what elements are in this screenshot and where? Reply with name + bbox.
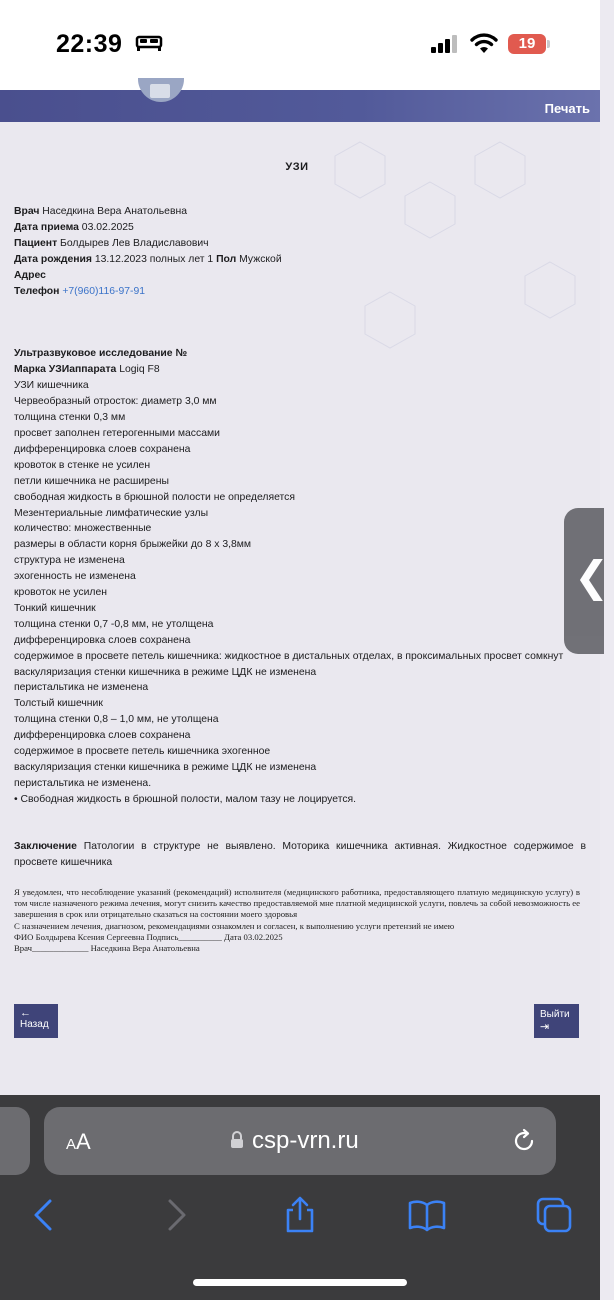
exam-line: Червеобразный отросток: диаметр 3,0 мм [14,396,217,408]
exam-line: УЗИ кишечника [14,380,89,392]
phone-row [14,284,586,300]
patient-row [14,236,586,252]
exam-line: дифференцировка слоев сохранена [14,634,191,646]
back-icon[interactable] [24,1195,64,1235]
address-label: Адрес [14,269,46,281]
doctor-row [14,204,586,220]
exam-line: структура не изменена [14,555,125,567]
exit-button[interactable] [534,1004,579,1038]
device-value: Logiq F8 [116,364,160,376]
back-button[interactable] [14,1004,58,1038]
exam-line: свободная жидкость в брюшной полости не определяется [14,491,295,503]
consent-paragraph: Я уведомлен, что несоблюдение указаний (рекомендаций) исполнителя (медицинского работника, предоставляющего платную медицинскую услугу) в том числе назначеного режима лечения, могут снизить качество предоставляемой мне платной медицинской услуги, повлечь за собой невозможность ее завершения в срок или отрицательно сказаться на состоянии моего здоровья [14,887,580,920]
status-bar [0,0,600,90]
page-settings-button[interactable]: AA [66,1129,91,1154]
exam-number-label: Ультразвуковое исследование № [14,348,188,360]
exam-line: толщина стенки 0,3 мм [14,412,126,424]
phone-link[interactable]: +7(960)116-97-91 [62,285,146,297]
device-row [14,362,586,378]
conclusion-label: Заключение [14,840,77,852]
browser-nav-row [0,1195,600,1239]
exam-line: толщина стенки 0,8 – 1,0 мм, не утолщена [14,714,219,726]
exam-line: перистальтика не изменена [14,682,149,694]
exam-line: петли кишечника не расширены [14,475,169,487]
url-text[interactable]: csp-vrn.ru [252,1127,359,1154]
exam-line: толщина стенки 0,7 -0,8 мм, не утолщена [14,618,214,630]
bed-icon [136,34,162,52]
exam-line: перистальтика не изменена. [14,777,152,789]
previous-tab-peek[interactable] [0,1107,30,1175]
exam-line: васкуляризация стенки кишечника в режиме ЦДК не изменена [14,666,317,678]
document-title: УЗИ [285,161,309,173]
consent-doctor: Врач_____________ Наседкина Вера Анатольевна [14,943,200,954]
address-bar[interactable] [44,1107,556,1175]
exam-number-row [14,346,586,362]
tabs-icon[interactable] [534,1195,574,1235]
birth-label: Дата рождения [14,253,92,265]
wifi-icon [470,31,498,55]
document-page [0,122,600,1095]
doctor-value: Наседкина Вера Анатольевна [39,206,187,217]
browser-toolbar [0,1095,600,1300]
site-logo-inner [150,84,170,98]
signal-icon [430,34,460,54]
exam-line: дифференцировка слоев сохранена [14,730,191,742]
phone-label: Телефон [14,285,60,297]
exam-line: васкуляризация стенки кишечника в режиме ЦДК не изменена [14,762,317,773]
exam-line: размеры в области корня брыжейки до 8 х 3,8мм [14,539,252,551]
lock-icon [230,1131,244,1149]
exam-line: кровоток в стенке не усилен [14,459,151,471]
battery-icon: 19 [508,34,546,54]
exam-line: эхогенность не изменена [14,571,136,583]
share-icon[interactable] [280,1195,320,1235]
document-body [14,204,586,871]
battery-nub [547,40,550,48]
patient-label: Пациент [14,237,58,249]
consent-agreement: С назначением лечения, диагнозом, рекомендациями ознакомлен и согласен, к выполнению услуги претензий не имею [14,920,455,931]
visit-date-row [14,220,586,236]
address-row [14,268,586,284]
consent-signature: ФИО Болдырева Ксения Сергеевна Подпись__________ Дата 03.02.2025 [14,931,283,942]
visit-date-label: Дата приема [14,221,79,233]
site-header [0,90,600,122]
conclusion [14,839,586,871]
bookmarks-icon[interactable] [407,1195,447,1235]
exam-line: количество: множественные [14,523,152,535]
exam-line: Толстый кишечник [14,698,103,710]
exit-label: Выйти [540,1009,570,1020]
back-arrow-icon: ← [20,1007,31,1019]
chevron-left-icon: ❮ [574,553,610,600]
forward-icon[interactable] [156,1195,196,1235]
exam-line: просвет заполнен гетерогенными массами [14,427,220,439]
visit-date-value: 03.02.2025 [78,221,134,233]
home-indicator[interactable] [193,1279,407,1286]
device-label: Марка УЗИаппарата [14,364,117,376]
sex-value: Мужской [236,253,282,265]
print-link[interactable]: Печать [544,101,590,116]
exit-icon: ⇥ [540,1021,550,1033]
consent-block [14,887,580,954]
conclusion-text: Патологии в структуре не выявлено. Моторика кишечника активная. Жидкостное содержимое в просвете кишечника [14,840,586,868]
back-label: Назад [20,1019,49,1030]
exam-line: дифференцировка слоев сохранена [14,443,191,455]
patient-value: Болдырев Лев Владиславович [57,237,209,249]
exam-line: Тонкий кишечник [14,602,96,614]
birth-value: 13.12.2023 полных лет 1 [91,253,217,265]
doctor-label: Врач [14,206,40,217]
status-time: 22:39 [56,30,123,58]
birth-row [14,252,586,268]
exam-line: Мезентериальные лимфатические узлы [14,507,209,519]
exam-line: содержимое в просвете петель кишечника эхогенное [14,746,271,758]
side-drawer-handle[interactable] [564,508,610,654]
exam-line: кровоток не усилен [14,587,107,599]
exam-line: • Свободная жидкость в брюшной полости, малом тазу не лоцируется. [14,793,357,805]
reload-icon[interactable] [510,1127,538,1155]
exam-line: содержимое в просвете петель кишечника: жидкостное в дистальных отделах, в проксимальных просвет сомкнут [14,650,564,662]
sex-label: Пол [216,253,237,265]
